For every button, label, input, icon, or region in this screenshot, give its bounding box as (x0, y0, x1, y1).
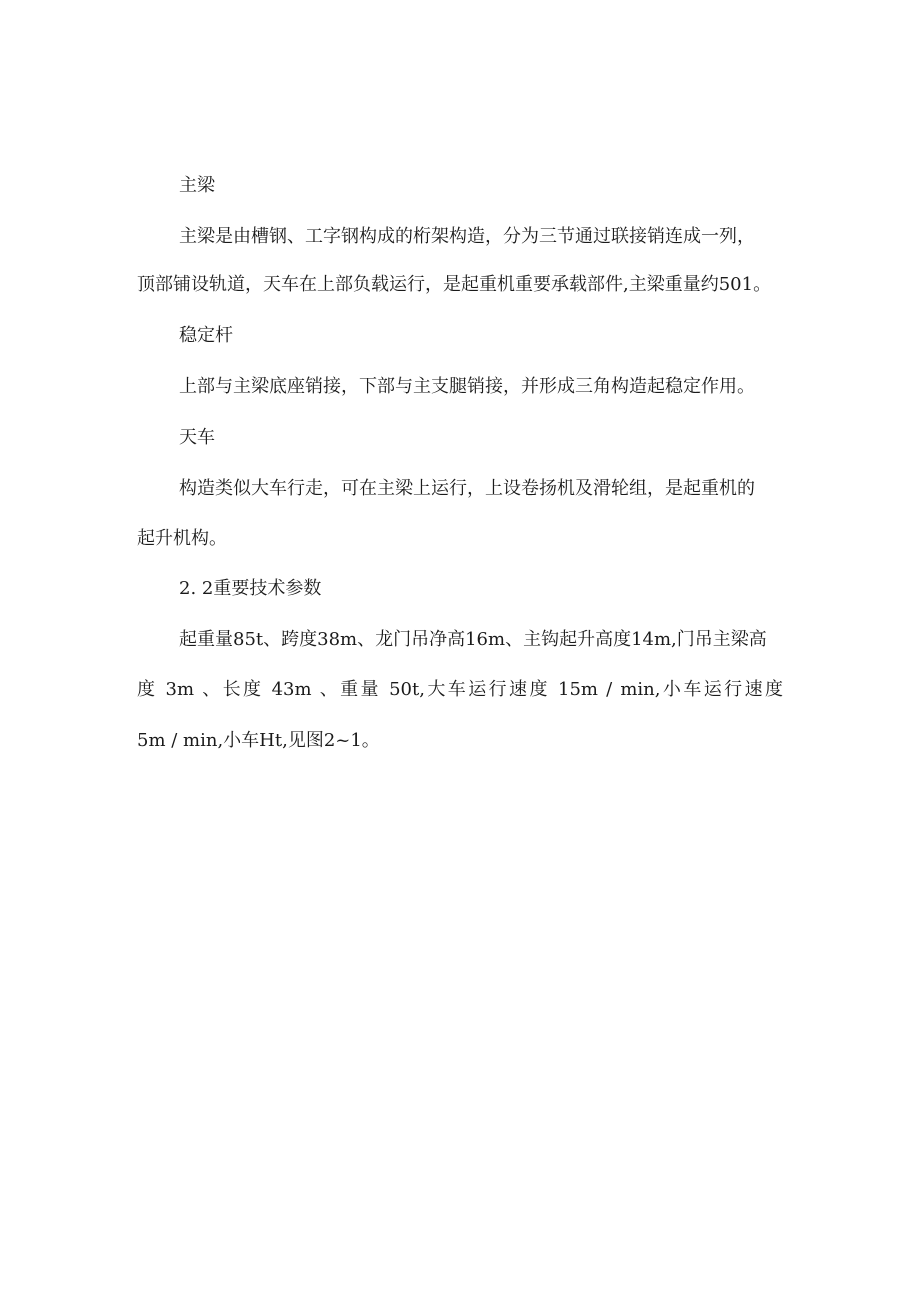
section-heading-main-beam: 主梁 (179, 175, 215, 196)
paragraph-line: 构造类似大车行走，可在主梁上运行，上设卷扬机及滑轮组，是起重机的 (179, 478, 755, 499)
paragraph-line: 起重量85t、跨度38m、龙门吊净高16m、主钩起升高度14m,门吊主梁高 (179, 629, 767, 650)
section-heading-stabilizer: 稳定杆 (179, 325, 233, 346)
section-heading-tech-params: 2. 2重要技术参数 (179, 578, 322, 599)
paragraph-line: 5m / min,小车Ht,见图2~1。 (137, 730, 380, 751)
paragraph-line: 顶部铺设轨道，天车在上部负载运行，是起重机重要承载部件,主梁重量约501。 (137, 274, 772, 295)
paragraph-line: 起升机构。 (137, 528, 227, 549)
section-heading-trolley: 天车 (179, 427, 215, 448)
paragraph-line: 度 3m 、长度 43m 、重量 50t,大车运行速度 15m / min,小车运行速度 (137, 679, 783, 700)
paragraph-line: 上部与主梁底座销接，下部与主支腿销接，并形成三角构造起稳定作用。 (179, 376, 755, 397)
paragraph-line: 主梁是由槽钢、工字钢构成的桁架构造，分为三节通过联接销连成一列， (179, 226, 755, 247)
